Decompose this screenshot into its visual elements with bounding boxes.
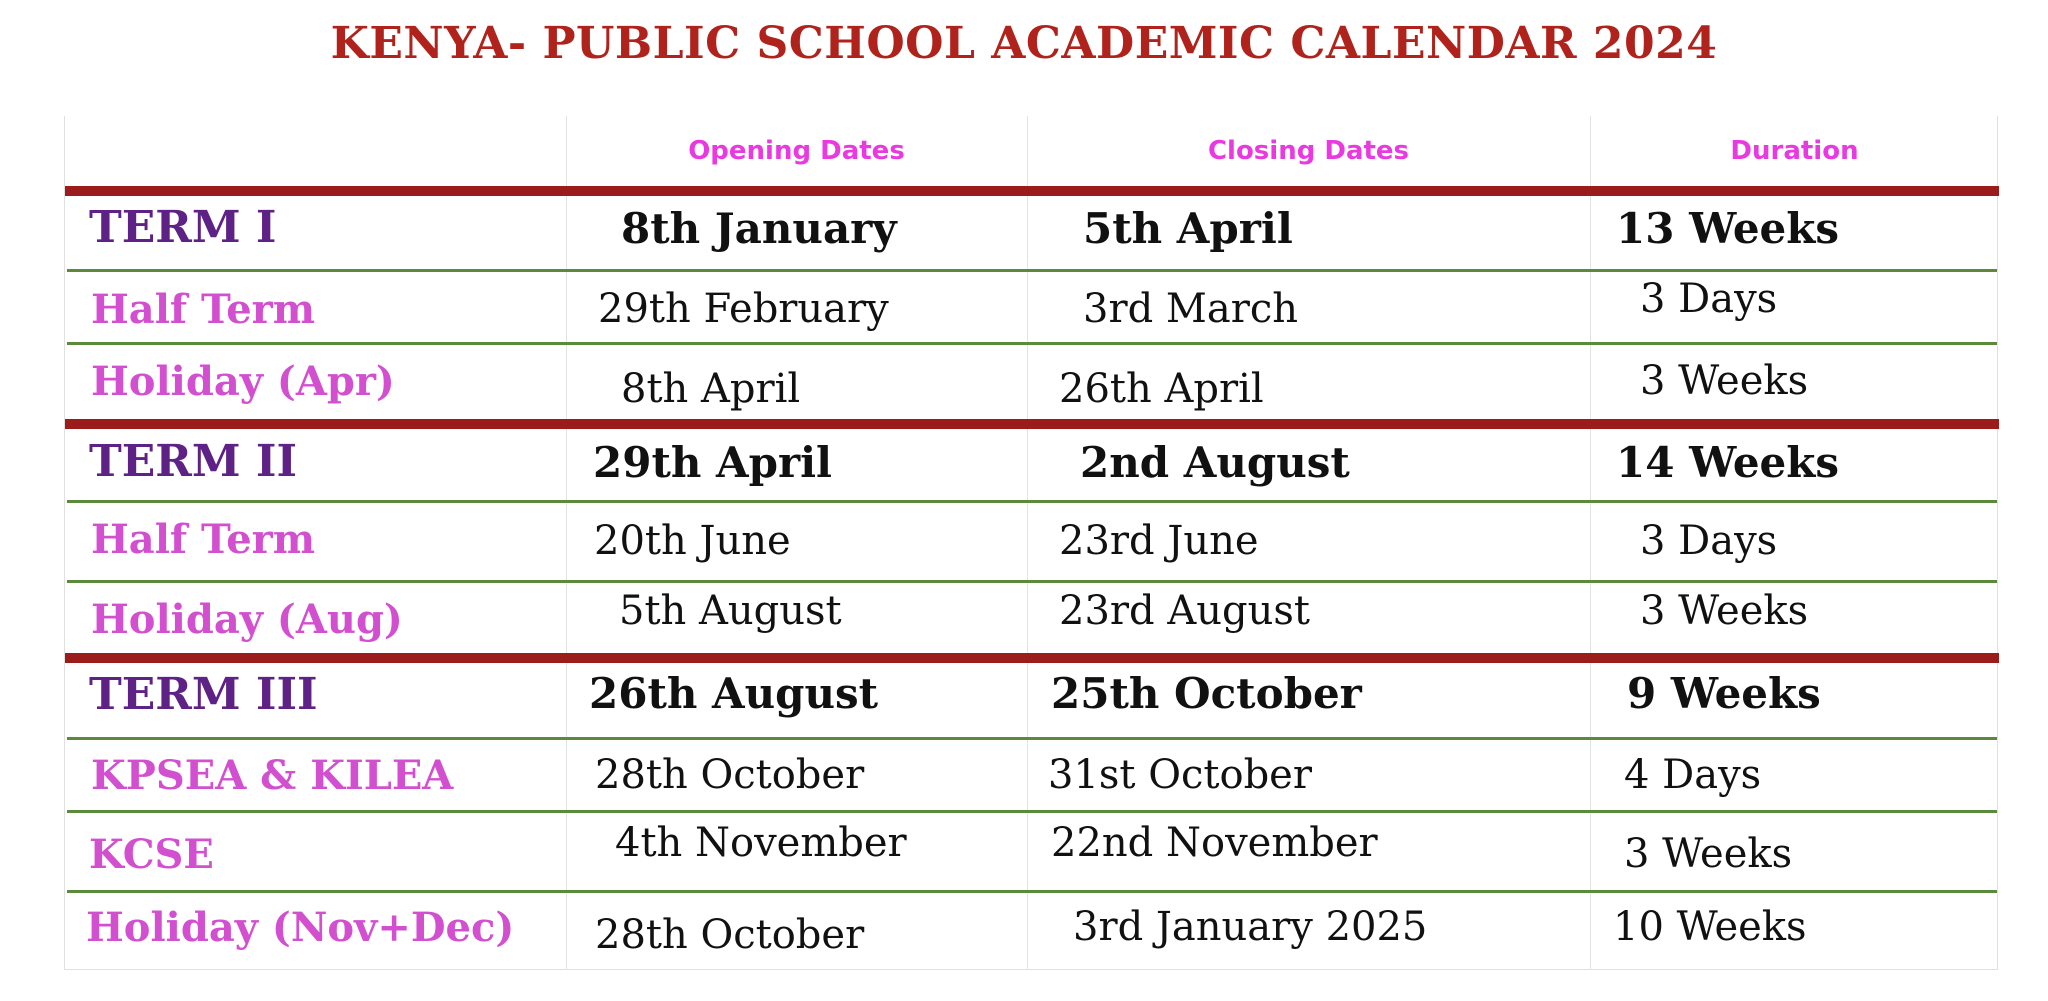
column-divider [566, 116, 567, 970]
cell-duration: 10 Weeks [1613, 904, 1807, 950]
row-label-holiday-apr: Holiday (Apr) [91, 358, 395, 405]
row-label-kcse: KCSE [89, 831, 214, 878]
cell-duration: 9 Weeks [1627, 669, 1821, 718]
row-divider [67, 890, 1997, 893]
cell-opening: 4th November [615, 820, 907, 866]
section-divider [65, 186, 1999, 196]
cell-duration: 13 Weeks [1616, 204, 1840, 253]
row-label-term-2: TERM II [89, 436, 298, 487]
cell-closing: 25th October [1051, 669, 1362, 718]
row-divider [67, 810, 1997, 813]
row-divider [67, 342, 1997, 345]
row-divider [67, 737, 1997, 740]
cell-duration: 3 Weeks [1624, 831, 1793, 877]
row-divider [67, 269, 1997, 272]
cell-closing: 23rd June [1059, 518, 1259, 564]
cell-duration: 3 Days [1640, 518, 1778, 564]
column-divider [1027, 116, 1028, 970]
row-divider [67, 500, 1997, 503]
cell-opening: 26th August [589, 669, 879, 718]
cell-opening: 29th April [593, 438, 832, 487]
cell-opening: 28th October [595, 912, 865, 958]
row-label-half-term: Half Term [91, 516, 316, 563]
page-title: KENYA- PUBLIC SCHOOL ACADEMIC CALENDAR 2024 [330, 18, 1718, 69]
cell-duration: 3 Days [1640, 276, 1778, 322]
cell-opening: 28th October [595, 752, 865, 798]
cell-closing: 22nd November [1051, 820, 1378, 866]
row-divider [67, 580, 1997, 583]
cell-closing: 23rd August [1059, 588, 1310, 634]
row-label-term-3: TERM III [89, 669, 318, 720]
cell-duration: 4 Days [1624, 752, 1762, 798]
cell-duration: 3 Weeks [1640, 588, 1809, 634]
cell-closing: 5th April [1083, 204, 1293, 253]
cell-closing: 26th April [1059, 366, 1264, 412]
cell-opening: 20th June [594, 518, 791, 564]
header-opening-dates: Opening Dates [688, 136, 905, 166]
section-divider [65, 419, 1999, 429]
row-label-term-1: TERM I [89, 202, 277, 253]
cell-closing: 2nd August [1080, 438, 1350, 487]
row-label-half-term: Half Term [91, 286, 316, 333]
column-divider [1590, 116, 1591, 970]
header-duration: Duration [1730, 136, 1859, 166]
row-label-holiday-aug: Holiday (Aug) [91, 596, 403, 643]
calendar-table [64, 116, 1998, 970]
header-closing-dates: Closing Dates [1207, 136, 1410, 166]
cell-closing: 3rd March [1083, 286, 1298, 332]
row-label-kpsea-kilea: KPSEA & KILEA [91, 752, 454, 799]
row-label-holiday-nov-dec: Holiday (Nov+Dec) [86, 904, 515, 951]
cell-opening: 8th January [621, 204, 897, 253]
cell-closing: 31st October [1048, 752, 1312, 798]
section-divider [65, 653, 1999, 663]
cell-opening: 5th August [619, 588, 842, 634]
cell-duration: 14 Weeks [1616, 438, 1840, 487]
cell-opening: 29th February [598, 286, 889, 332]
cell-duration: 3 Weeks [1640, 358, 1809, 404]
cell-closing: 3rd January 2025 [1073, 904, 1428, 950]
cell-opening: 8th April [621, 366, 801, 412]
